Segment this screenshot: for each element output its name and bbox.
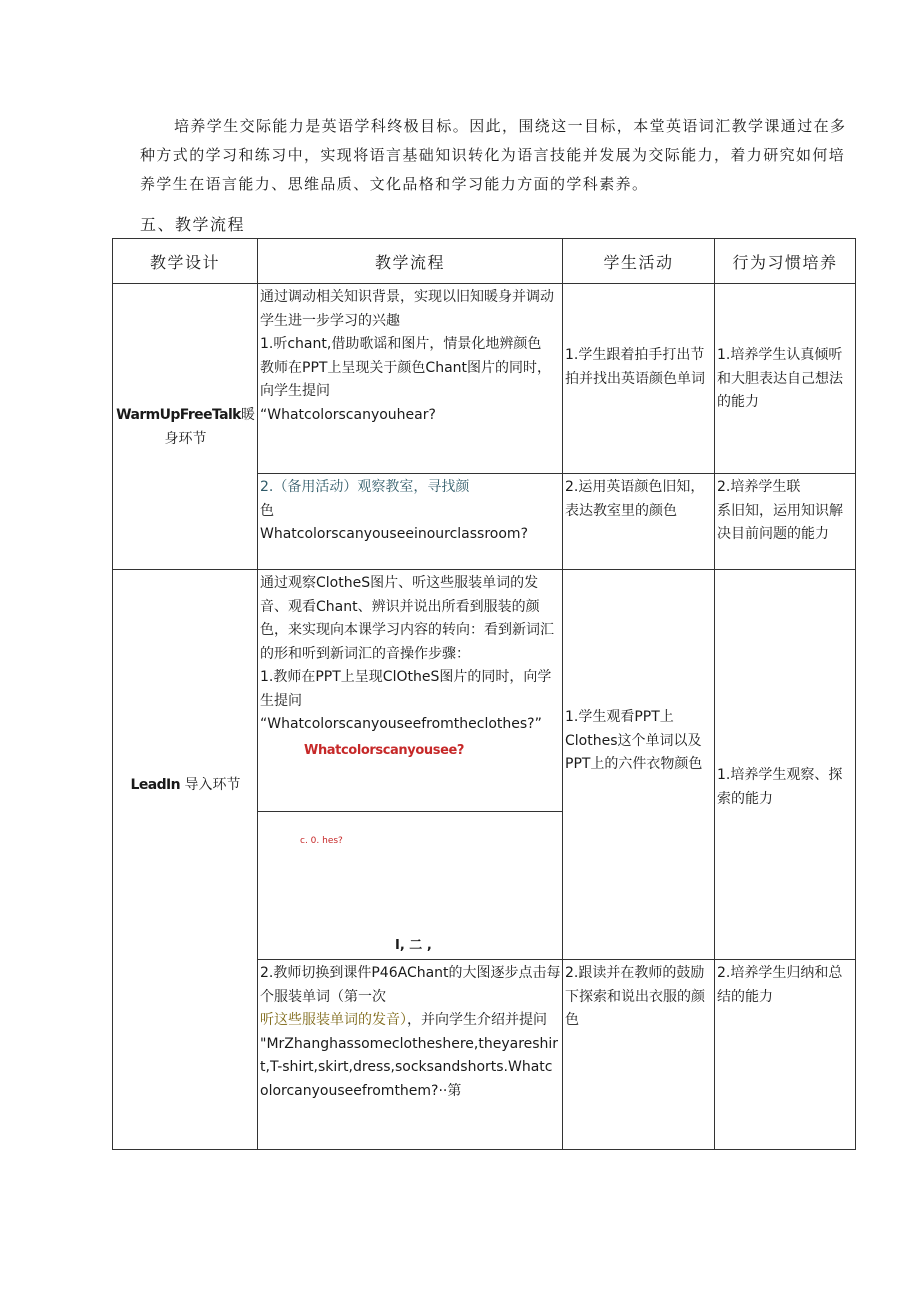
leadin-flow-2: [258, 960, 563, 1150]
leadin-flow-2-olive: 听这些服装单词的发音）: [260, 1012, 407, 1028]
leadin-activity-1: 1.学生观看PPT上Clothes这个单词以及PPT上的六件衣物颜色: [563, 570, 715, 960]
leadin-image-caption: Whatcolorscanyousee?: [304, 742, 465, 758]
leadin-activity-2: 2.跟读并在教师的鼓励下探索和说出衣服的颜色: [563, 960, 715, 1150]
stage-leadin-zh: 导入环节: [184, 776, 241, 793]
leadin-habit-1: 1.培养学生观察、探索的能力: [715, 570, 856, 960]
warmup-habit-2-line2: 系旧知，运用知识解决目前问题的能力: [717, 502, 843, 542]
warmup-habit-2: [715, 474, 856, 570]
leadin-flow-1-line2: 1.教师在PPT上呈现ClOtheS图片的同时，向学生提问: [260, 669, 552, 709]
warmup-flow-2-line2: 色: [260, 502, 274, 519]
warmup-flow-1-question: “Whatcolorscanyouhear?: [260, 406, 436, 423]
header-flow: 教学流程: [258, 239, 563, 284]
stage-warmup-en: WarmUpFreeTalk: [116, 407, 241, 423]
leadin-image-text: c. 0. hes?: [300, 836, 343, 846]
table-row: [113, 284, 856, 474]
leadin-flow-2-line1: 2.教师切换到课件P46AChant的大图逐步点击每个服装单词（第一次: [260, 965, 561, 1005]
warmup-habit-1: 1.培养学生认真倾听和大胆表达自己想法的能力: [715, 284, 856, 474]
intro-paragraph: 培养学生交际能力是英语学科终极目标。因此，围绕这一目标，本堂英语词汇教学课通过在多种方式的学习和练习中，实现将语言基础知识转化为语言技能并发展为交际能力，着力研究如何培养学生在语言能力、思维品质、文化品格和学习能力方面的学科素养。: [140, 117, 847, 193]
warmup-flow-1-line3: 教师在PPT上呈现关于颜色Chant图片的同时，向学生提问: [260, 359, 552, 399]
leadin-image-area: [258, 812, 563, 960]
stage-warmup-zh: 暖身环节: [164, 407, 255, 447]
leadin-image-bottom: I, 二 ,: [395, 937, 432, 953]
teaching-flow-table: [112, 238, 856, 1150]
header-activity: 学生活动: [563, 239, 715, 284]
header-design: 教学设计: [113, 239, 258, 284]
leadin-flow-2-question: "MrZhanghassomeclotheshere,theyareshirt,T-shirt,skirt,dress,socksandshorts.Whatcolorcanyouseefromthem?··第: [260, 1035, 559, 1099]
stage-leadin: [113, 570, 258, 1150]
warmup-flow-2: [258, 474, 563, 570]
leadin-flow-1-question: “Whatcolorscanyouseefromtheclothes?”: [260, 716, 542, 732]
table-row: [113, 570, 856, 812]
header-habit: 行为习惯培养: [715, 239, 856, 284]
leadin-flow-2-line2: ，并向学生介绍并提问: [407, 1012, 547, 1028]
leadin-flow-1-line1: 通过观察ClotheS图片、听这些服装单词的发音、观看Chant、辨识并说出所看到服装的颜色，来实现向本课学习内容的转向：看到新词汇的形和听到新词汇的音操作步骤：: [260, 575, 554, 662]
warmup-flow-1-line1: 通过调动相关知识背景，实现以旧知暖身并调动学生进一步学习的兴趣: [260, 289, 554, 329]
warmup-activity-1: 1.学生跟着拍手打出节拍并找出英语颜色单词: [563, 284, 715, 474]
warmup-flow-2-line1: 2.（备用活动）观察教室，寻找颜: [260, 479, 470, 495]
section-title: 五、教学流程: [140, 215, 246, 234]
stage-leadin-en: LeadIn: [130, 776, 180, 793]
warmup-activity-2: 2.运用英语颜色旧知，表达教室里的颜色: [563, 474, 715, 570]
leadin-flow-1: [258, 570, 563, 812]
stage-warmup: [113, 284, 258, 570]
warmup-flow-2-question: Whatcolorscanyouseeinourclassroom?: [260, 526, 528, 542]
leadin-habit-2: 2.培养学生归纳和总结的能力: [715, 960, 856, 1150]
warmup-habit-2-line1: 2.培养学生联: [717, 479, 801, 495]
warmup-flow-1: [258, 284, 563, 474]
table-header-row: [113, 239, 856, 284]
warmup-flow-1-line2: 1.听chant,借助歌谣和图片，情景化地辨颜色: [260, 336, 542, 352]
